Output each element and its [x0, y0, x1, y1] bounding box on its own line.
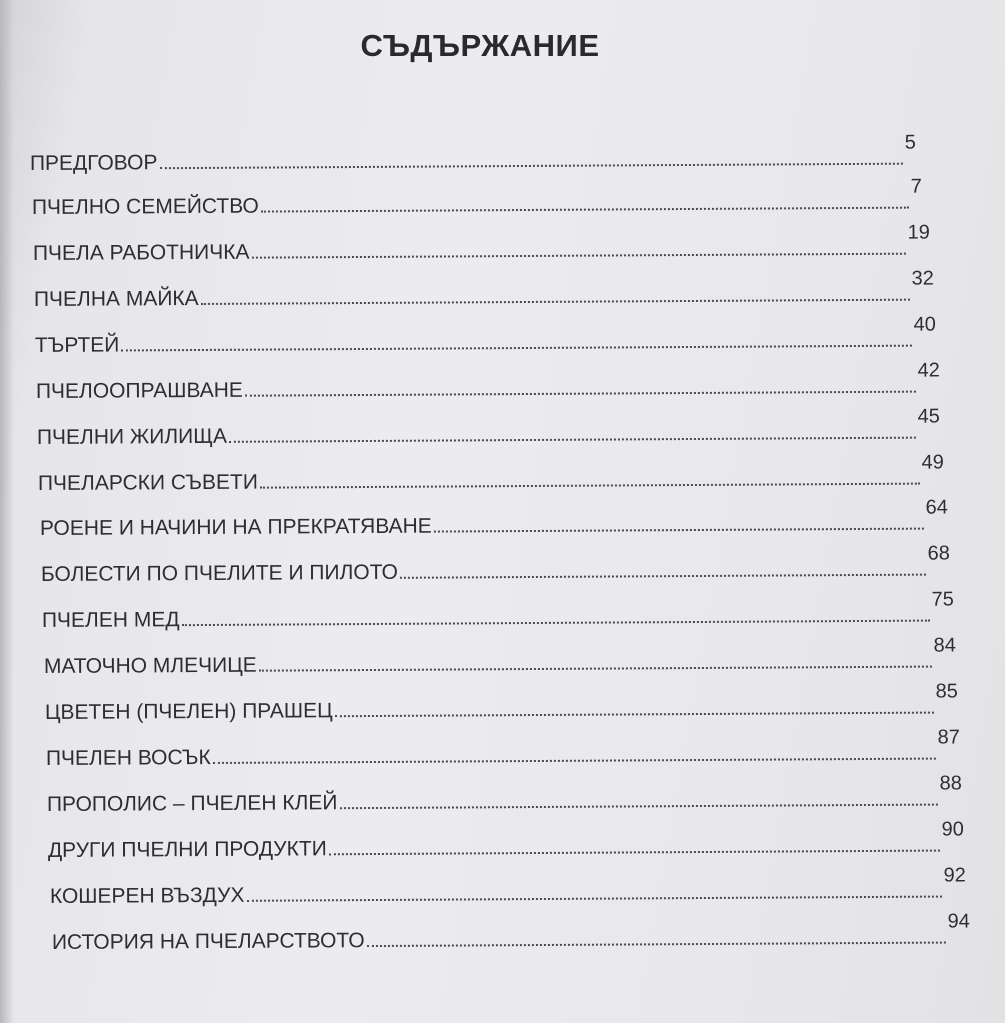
- toc-entry-title: БОЛЕСТИ ПО ПЧЕЛИТЕ И ПИЛОТО: [40, 560, 398, 587]
- toc-entry-title: ЦВЕТЕН (ПЧЕЛЕН) ПРАШЕЦ: [44, 699, 333, 725]
- toc-leader-dots: [260, 483, 920, 489]
- toc-entry: [33, 223, 930, 268]
- toc-leader-dots: [434, 528, 924, 533]
- toc-entry-page-number: 94: [947, 910, 970, 933]
- toc-entry-title: ТЪРТЕЙ: [34, 333, 120, 358]
- toc-entry: [50, 865, 966, 911]
- toc-entry: [52, 911, 970, 957]
- toc-entry-title: КОШЕРЕН ВЪЗДУХ: [49, 883, 245, 909]
- toc-entry: [38, 452, 944, 498]
- toc-leader-dots: [367, 942, 946, 948]
- toc-entry-page-number: 45: [917, 405, 940, 428]
- toc-entry: [30, 133, 916, 178]
- toc-entry-page-number: 42: [917, 359, 940, 382]
- toc-entry-page-number: 64: [925, 496, 948, 519]
- toc-entry-title: ПЧЕЛАРСКИ СЪВЕТИ: [37, 470, 258, 496]
- toc-entry-page-number: 75: [931, 588, 954, 611]
- toc-entry: [44, 635, 956, 681]
- toc-entry-title: ДРУГИ ПЧЕЛНИ ПРОДУКТИ: [47, 837, 327, 863]
- toc-leader-dots: [259, 666, 932, 672]
- page-title: СЪДЪРЖАНИЕ: [360, 28, 600, 63]
- toc-entry-page-number: 49: [921, 451, 944, 474]
- toc-entry-title: ПЧЕЛЕН ВОСЪК: [45, 745, 211, 771]
- toc-leader-dots: [201, 299, 910, 305]
- toc-entry-page-number: 32: [911, 267, 934, 290]
- toc-entry-title: ПЧЕЛООПРАШВАНЕ: [35, 378, 243, 404]
- toc-entry-page-number: 88: [939, 772, 962, 795]
- toc-entry-title: ИСТОРИЯ НА ПЧЕЛАРСТВОТО: [51, 929, 365, 955]
- toc-leader-dots: [182, 620, 930, 627]
- toc-entry-page-number: 19: [907, 221, 930, 244]
- toc-entry-title: ПРОПОЛИС – ПЧЕЛЕН КЛЕЙ: [46, 791, 338, 817]
- toc-entry: [48, 819, 964, 865]
- toc-entry-page-number: 90: [941, 818, 964, 841]
- toc-leader-dots: [121, 345, 911, 352]
- toc-entry-title: ПЧЕЛНА МАЙКА: [33, 286, 199, 312]
- toc-entry: [37, 406, 940, 452]
- toc-leader-dots: [213, 758, 936, 764]
- toc-entry-title: ПЧЕЛА РАБОТНИЧКА: [32, 240, 250, 266]
- toc-entry-title: МАТОЧНО МЛЕЧИЦЕ: [43, 653, 257, 679]
- toc-leader-dots: [245, 391, 916, 397]
- toc-leader-dots: [339, 804, 937, 810]
- toc-entry-page-number: 84: [933, 634, 956, 657]
- toc-entry-page-number: 5: [904, 131, 916, 154]
- toc-entry-page-number: 7: [910, 175, 922, 198]
- toc-leader-dots: [261, 207, 909, 213]
- toc-leader-dots: [400, 574, 926, 579]
- toc-entry-page-number: 92: [943, 864, 966, 887]
- toc-entry: [36, 360, 940, 406]
- toc-entry: [32, 177, 922, 222]
- toc-entry-title: РОЕНЕ И НАЧИНИ НА ПРЕКРАТЯВАНЕ: [39, 514, 432, 541]
- toc-entry-page-number: 87: [937, 726, 960, 749]
- toc-leader-dots: [335, 712, 934, 718]
- toc-entry: [41, 543, 950, 589]
- toc-entry: [35, 314, 936, 360]
- toc-entry: [40, 497, 948, 543]
- toc-entry: [34, 269, 934, 314]
- toc-leader-dots: [251, 253, 905, 259]
- toc-entry: [46, 727, 960, 773]
- toc-entry-page-number: 40: [913, 313, 936, 336]
- toc-entry-page-number: 85: [935, 680, 958, 703]
- toc-entry: [47, 773, 962, 819]
- toc-entry-title: ПРЕДГОВОР: [29, 151, 158, 176]
- toc-entry-title: ПЧЕЛНИ ЖИЛИЩА: [36, 424, 228, 450]
- toc-leader-dots: [329, 850, 940, 856]
- toc-leader-dots: [229, 437, 916, 443]
- toc-entry-title: ПЧЕЛНО СЕМЕЙСТВО: [31, 194, 259, 220]
- toc-entry-page-number: 68: [927, 542, 950, 565]
- toc-entry-title: ПЧЕЛЕН МЕД: [41, 608, 180, 633]
- toc-entry: [42, 589, 954, 635]
- toc-leader-dots: [246, 896, 941, 902]
- toc-leader-dots: [159, 163, 902, 170]
- toc-entry: [45, 681, 958, 727]
